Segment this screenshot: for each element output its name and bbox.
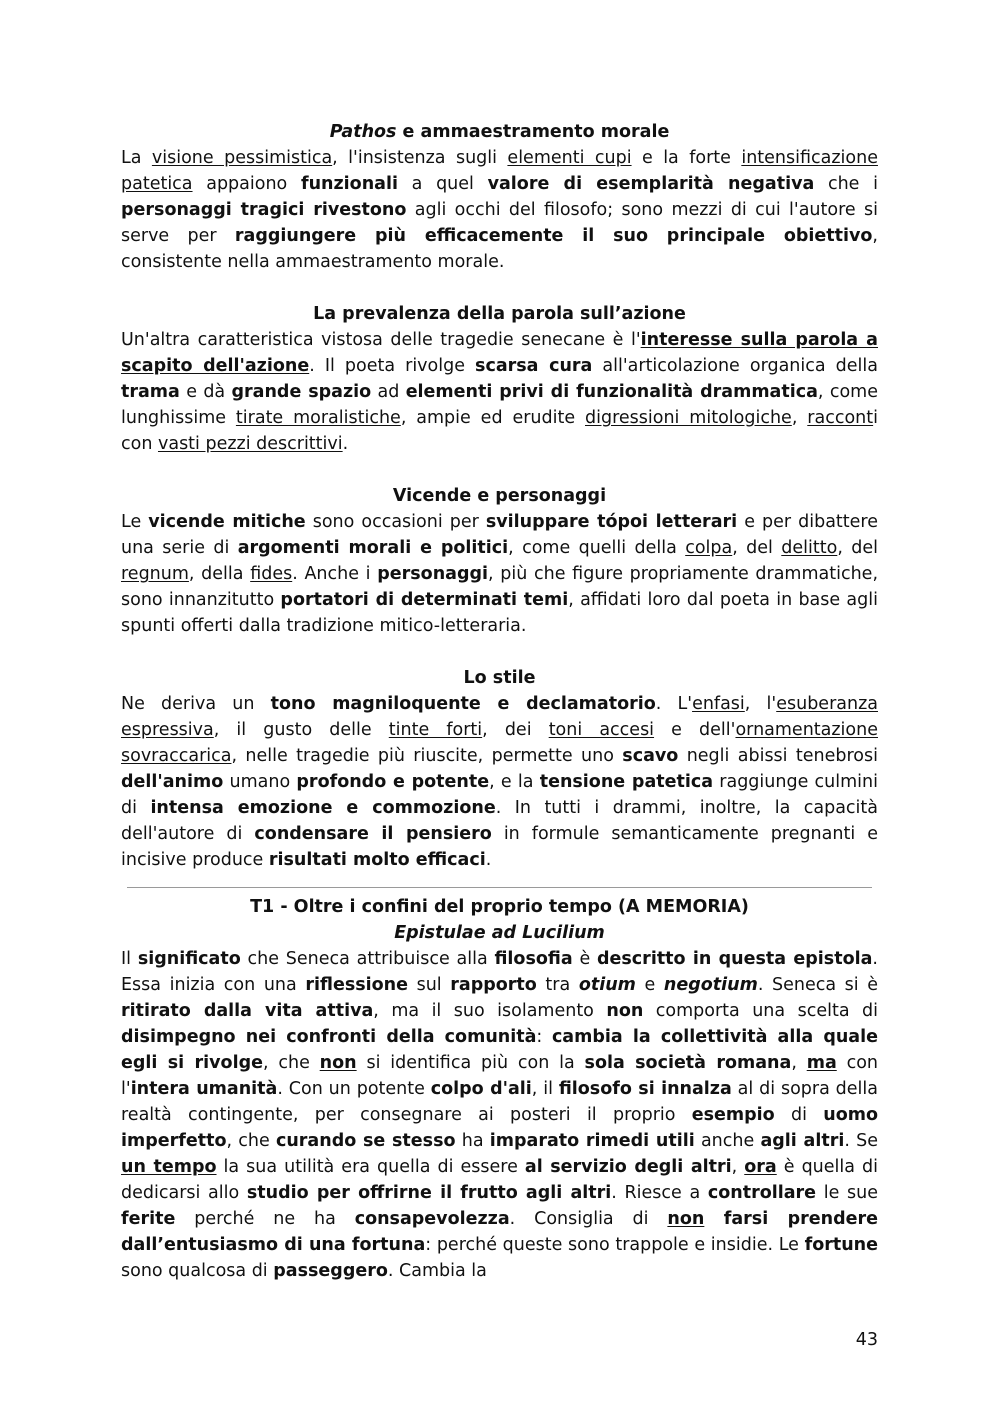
text-run: sono occasioni per: [305, 512, 486, 532]
text-run: , l'insistenza sugli: [332, 148, 508, 168]
text-run: si identifica più con la: [356, 1053, 585, 1073]
text-run: tono magniloquente e declamatorio: [270, 694, 656, 714]
text-run: esuberanza espressiva: [121, 694, 878, 740]
text-run: farsi prendere dall’entusiasmo di una fortuna: [121, 1209, 878, 1255]
text-run: le sue: [816, 1183, 878, 1203]
text-run: all'articolazione organica della: [592, 356, 878, 376]
text-run: curando se stesso: [275, 1131, 456, 1151]
text-run: personaggi: [377, 564, 489, 584]
paragraph-stile: [121, 691, 878, 873]
text-run: , che: [262, 1053, 320, 1073]
section-title-parola: La prevalenza della parola sull’azione: [313, 304, 686, 324]
text-run: tirate moralistiche: [235, 408, 401, 428]
text-run: intera umanità: [130, 1079, 278, 1099]
section-title-stile: Lo stile: [463, 668, 536, 688]
paragraph-vicende: [121, 509, 878, 639]
text-run: : perché queste sono trappole e insidie. Le: [425, 1235, 805, 1255]
text-run: anche: [694, 1131, 761, 1151]
text-run: ,: [731, 1157, 745, 1177]
text-run: , ma il suo isolamento: [373, 1001, 607, 1021]
text-run: con l': [121, 1053, 878, 1099]
text-run: , il gusto delle: [213, 720, 389, 740]
text-run: la sua utilità era quella di essere: [216, 1157, 525, 1177]
text-run: vicende mitiche: [148, 512, 306, 532]
text-run: . Seneca si è: [757, 975, 878, 995]
text-run: uomo imperfetto: [121, 1105, 878, 1151]
paragraph-pathos: [121, 145, 878, 275]
text-run: controllare: [707, 1183, 817, 1203]
text-run: , dei: [482, 720, 549, 740]
text-run: perché ne ha: [175, 1209, 355, 1229]
text-run: ,: [791, 408, 808, 428]
text-run: ,: [791, 1053, 807, 1073]
text-run: toni accesi: [548, 720, 655, 740]
text-run: , consistente nella ammaestramento morale.: [121, 226, 878, 272]
text-run: è: [572, 949, 597, 969]
text-run: argomenti morali e politici: [237, 538, 509, 558]
text-run: ma: [806, 1053, 837, 1073]
text-run: non: [667, 1209, 705, 1229]
text-run: ornamentazione sovraccarica: [121, 720, 878, 766]
text-run: agli occhi del filosofo; sono mezzi di cui l'autore si serve per: [121, 200, 878, 246]
text-run: Il: [121, 949, 138, 969]
text-run: , e la: [489, 772, 540, 792]
text-run: e la forte: [631, 148, 742, 168]
text-run: , nelle tragedie più riuscite, permette uno: [231, 746, 623, 766]
text-run: . In tutti i drammi, inoltre, la capacità dell'autore di: [121, 798, 879, 844]
text-run: è quella di dedicarsi allo: [121, 1157, 879, 1203]
text-run: , del: [732, 538, 782, 558]
text-run: consapevolezza: [354, 1209, 510, 1229]
text-run: descritto in questa epistola: [597, 949, 873, 969]
text-run: condensare il pensiero: [254, 824, 492, 844]
text-run: personaggi tragici rivestono: [121, 200, 407, 220]
text-run: regnum: [121, 564, 189, 584]
text-run: , ampie ed erudite: [400, 408, 585, 428]
text-run: visione pessimistica: [151, 148, 333, 168]
text-run: riflessione: [305, 975, 408, 995]
text-run: filosofia: [494, 949, 573, 969]
text-run: a quel: [397, 174, 488, 194]
text-run: imparato rimedi utili: [489, 1131, 695, 1151]
text-run: tra: [536, 975, 579, 995]
section-divider: [127, 887, 872, 888]
text-run: otium: [578, 975, 636, 995]
text-run: intensificazione patetica: [121, 148, 878, 194]
text-run: ora: [744, 1157, 777, 1177]
text-run: che Seneca attribuisce alla: [240, 949, 495, 969]
text-run: grande spazio: [231, 382, 372, 402]
t1-subtitle-text: Epistulae ad Lucilium: [394, 923, 605, 943]
text-run: significato: [137, 949, 241, 969]
text-run: ad: [371, 382, 406, 402]
text-run: fides: [250, 564, 293, 584]
text-run: e: [635, 975, 664, 995]
text-run: agli altri: [760, 1131, 845, 1151]
text-run: portatori di determinati temi: [280, 590, 569, 610]
text-run: tinte forti: [388, 720, 483, 740]
text-run: . L': [655, 694, 693, 714]
text-run: risultati molto efficaci: [268, 850, 486, 870]
text-run: , più che figure propriamente drammatiche, sono innanzitutto: [121, 564, 879, 610]
text-run: i con: [121, 408, 878, 454]
text-run: valore di esemplarità negativa: [487, 174, 815, 194]
text-run: ha: [455, 1131, 490, 1151]
text-run: colpa: [685, 538, 733, 558]
text-run: sono qualcosa di: [121, 1261, 274, 1281]
text-run: . Con un potente: [277, 1079, 431, 1099]
text-run: passeggero: [273, 1261, 388, 1281]
page-number: 43: [855, 1330, 878, 1350]
text-run: .: [485, 850, 492, 870]
text-run: profondo e potente: [296, 772, 490, 792]
text-run: , il: [531, 1079, 559, 1099]
section-title-italic: Pathos: [329, 122, 397, 142]
text-run: elementi cupi: [507, 148, 632, 168]
text-run: esempio: [691, 1105, 775, 1125]
text-run: raggiungere più efficacemente il suo principale obiettivo: [234, 226, 873, 246]
text-run: . Se: [844, 1131, 878, 1151]
t1-subtitle: [121, 920, 878, 946]
text-run: funzionali: [300, 174, 398, 194]
text-run: che i: [814, 174, 878, 194]
text-run: ferite: [121, 1209, 176, 1229]
text-run: un tempo: [121, 1157, 217, 1177]
text-run: Le: [121, 512, 149, 532]
text-run: enfasi: [692, 694, 745, 714]
text-run: cambia la collettività alla quale egli si rivolge: [121, 1027, 878, 1073]
text-run: . Consiglia di: [509, 1209, 668, 1229]
text-run: , che: [226, 1131, 276, 1151]
text-run: studio per offrirne il frutto agli altri: [246, 1183, 612, 1203]
text-run: . Cambia la: [387, 1261, 487, 1281]
text-run: , affidati loro dal poeta in base agli spunti offerti dalla tradizione mitico-letteraria.: [121, 590, 878, 636]
text-run: e dell': [654, 720, 736, 740]
text-run: rapporto: [450, 975, 537, 995]
text-run: La: [121, 148, 152, 168]
text-run: di: [774, 1105, 824, 1125]
text-run: umano: [223, 772, 297, 792]
text-run: sul: [408, 975, 451, 995]
text-run: negli abissi tenebrosi: [678, 746, 878, 766]
text-run: Un'altra caratteristica vistosa delle tragedie senecane è l': [121, 330, 641, 350]
text-run: , del: [837, 538, 878, 558]
text-run: tensione patetica: [539, 772, 714, 792]
text-run: disimpegno nei confronti della comunità: [121, 1027, 537, 1047]
text-run: dell'animo: [121, 772, 224, 792]
text-run: comporta una scelta di: [643, 1001, 878, 1021]
text-run: trama: [121, 382, 180, 402]
document-page: [121, 119, 878, 1284]
text-run: elementi privi di funzionalità drammatica: [405, 382, 818, 402]
text-run: . Anche i: [292, 564, 378, 584]
text-run: :: [536, 1027, 552, 1047]
section-title-vicende: Vicende e personaggi: [392, 486, 607, 506]
text-run: vasti pezzi descrittivi: [157, 434, 343, 454]
text-run: non: [606, 1001, 644, 1021]
text-run: colpo d'ali: [430, 1079, 532, 1099]
t1-title: T1 - Oltre i confini del proprio tempo (A MEMORIA): [250, 897, 749, 917]
text-run: delitto: [781, 538, 838, 558]
text-run: . Il poeta rivolge: [309, 356, 476, 376]
text-run: digressioni mitologiche: [585, 408, 792, 428]
text-run: intensa emozione e commozione: [150, 798, 496, 818]
text-run: , l': [744, 694, 777, 714]
text-run: appaiono: [192, 174, 301, 194]
text-run: in formule semanticamente pregnanti e incisive produce: [121, 824, 878, 870]
text-run: e dà: [179, 382, 232, 402]
text-run: raggiunge culmini di: [121, 772, 878, 818]
text-run: al di sopra della realtà contingente, per consegnare ai posteri il proprio: [121, 1079, 879, 1125]
paragraph-t1: [121, 946, 878, 1284]
text-run: al servizio degli altri: [524, 1157, 732, 1177]
text-run: e per dibattere una serie di: [121, 512, 878, 558]
text-run: fortune: [804, 1235, 878, 1255]
text-run: . Riesce a: [611, 1183, 708, 1203]
text-run: sviluppare tópoi letterari: [485, 512, 738, 532]
text-run: filosofo si innalza: [558, 1079, 732, 1099]
section-title-pathos: [121, 119, 878, 145]
text-run: non: [319, 1053, 357, 1073]
text-run: scavo: [622, 746, 679, 766]
text-run: , come lunghissime: [121, 382, 878, 428]
text-run: . Essa inizia con una: [121, 949, 878, 995]
text-run: .: [342, 434, 349, 454]
text-run: raccont: [807, 408, 874, 428]
paragraph-parola: [121, 327, 878, 457]
text-run: ritirato dalla vita attiva: [121, 1001, 374, 1021]
text-run: , come quelli della: [508, 538, 686, 558]
text-run: Ne deriva un: [121, 694, 271, 714]
text-run: interesse sulla parola a scapito dell'azione: [121, 330, 878, 376]
text-run: sola società romana: [584, 1053, 792, 1073]
section-title-rest: e ammaestramento morale: [396, 122, 670, 142]
text-run: , della: [188, 564, 251, 584]
text-run: negotium: [663, 975, 758, 995]
text-run: scarsa cura: [475, 356, 593, 376]
